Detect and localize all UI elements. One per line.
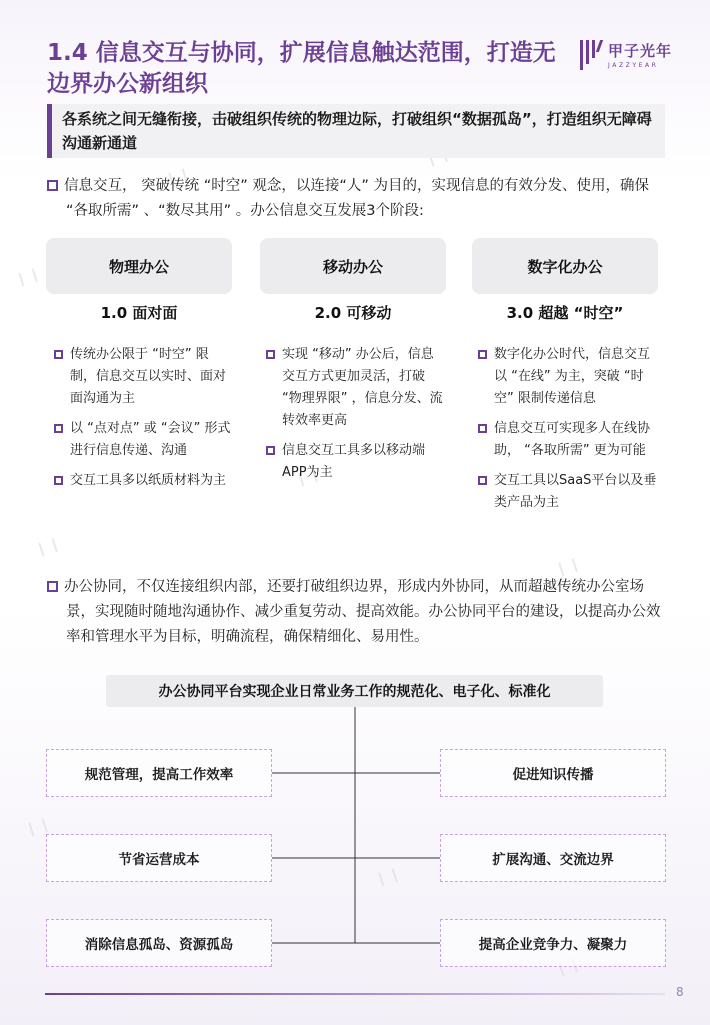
- goal-box-right: 促进知识传播: [440, 749, 666, 797]
- stage-box-digital: [472, 238, 658, 294]
- list-item: 信息交互工具多以移动端APP为主: [266, 440, 446, 484]
- page-number: 8: [676, 985, 684, 999]
- list-item: 传统办公限于 “时空” 限制，信息交互以实时、面对面沟通为主: [54, 344, 234, 410]
- stage-version: 1.0 面对面: [100, 304, 178, 322]
- bullet-square-icon: [478, 476, 487, 485]
- diagram-title: 办公协同平台实现企业日常业务工作的规范化、电子化、标准化: [106, 675, 603, 707]
- intro-paragraph: [47, 174, 667, 224]
- stage-points-mobile: [266, 344, 446, 492]
- stage-box-physical: [46, 238, 232, 294]
- bullet-square-icon: [47, 581, 58, 592]
- logo-subtext: JAZZYEAR: [608, 62, 659, 69]
- collab-paragraph: [47, 575, 667, 650]
- goal-box-left: 规范管理，提高工作效率: [46, 749, 272, 797]
- bullet-square-icon: [478, 350, 487, 359]
- collab-text: 办公协同，不仅连接组织内部，还要打破组织边界，形成内外协同，从而超越传统办公室场景，实现随时随地沟通协作、减少重复劳动、提高效能。办公协同平台的建设，以提高办公效率和管理水平为目标，明确流程，确保精细化、易用性。: [64, 579, 661, 645]
- watermark: [18, 267, 40, 286]
- brand-logo: [580, 38, 680, 78]
- bullet-square-icon: [54, 476, 63, 485]
- list-item: 交互工具以SaaS平台以及垂类产品为主: [478, 470, 658, 514]
- list-item: 以 “点对点” 或 “会议” 形式进行信息传递、沟通: [54, 418, 234, 462]
- list-item: 数字化办公时代，信息交互以 “在线” 为主，突破 “时空” 限制传递信息: [478, 344, 658, 410]
- goal-box-right: 扩展沟通、交流边界: [440, 834, 666, 882]
- stage-box-mobile: [260, 238, 446, 294]
- stage-name: 数字化办公: [527, 257, 603, 276]
- watermark: [38, 537, 60, 556]
- bullet-square-icon: [47, 180, 58, 191]
- watermark: [558, 557, 580, 576]
- bullet-square-icon: [478, 424, 487, 433]
- stage-version: 2.0 可移动: [314, 304, 392, 322]
- list-item: 信息交互可实现多人在线协助， “各取所需” 更为可能: [478, 418, 658, 462]
- key-message-callout: [47, 104, 665, 158]
- intro-text: 信息交互， 突破传统 “时空” 观念，以连接“人” 为目的，实现信息的有效分发、使用，确保 “各取所需” 、“数尽其用” 。办公信息交互发展3个阶段:: [64, 178, 649, 219]
- footer-divider: [45, 993, 665, 995]
- callout-text: 各系统之间无缝衔接，击破组织传统的物理边际，打破组织“数据孤岛”，打造组织无障碍沟通新通道: [62, 110, 652, 152]
- goal-box-right: 提高企业竞争力、凝聚力: [440, 919, 666, 967]
- list-item: 实现 “移动” 办公后，信息交互方式更加灵活，打破 “物理界限” ，信息分发、流转效率更高: [266, 344, 446, 432]
- stage-version: 3.0 超越 “时空”: [506, 304, 624, 322]
- bullet-square-icon: [54, 424, 63, 433]
- page-title: 1.4 信息交互与协同，扩展信息触达范围，打造无边界办公新组织: [47, 40, 556, 97]
- goal-box-left: 节省运营成本: [46, 834, 272, 882]
- list-item: 交互工具多以纸质材料为主: [54, 470, 234, 492]
- stage-points-digital: [478, 344, 658, 522]
- bullet-square-icon: [266, 446, 275, 455]
- stage-points-physical: [54, 344, 234, 500]
- logo-mark-icon: [580, 40, 602, 70]
- goal-box-left: 消除信息孤岛、资源孤岛: [46, 919, 272, 967]
- logo-text: 甲子光年: [608, 42, 673, 60]
- stage-name: 物理办公: [108, 257, 169, 276]
- stage-name: 移动办公: [322, 257, 383, 276]
- bullet-square-icon: [54, 350, 63, 359]
- bullet-square-icon: [266, 350, 275, 359]
